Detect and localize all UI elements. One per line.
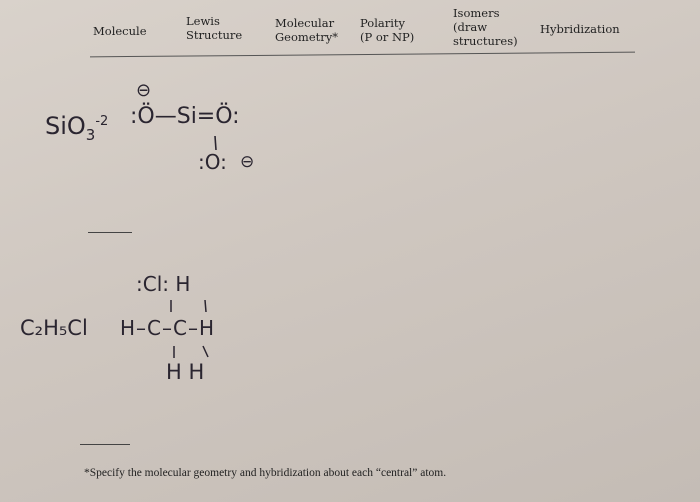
row1-lewis-bottom: :O: [198,150,227,174]
header-polarity-line2: (P or NP) [360,30,415,44]
row1-lewis-main: :Ö—Si=Ö: [130,104,240,129]
si-o-single-bond-vertical [215,136,216,150]
row2-lewis-top: :Cl: H [136,272,191,296]
row1-formula [45,112,108,144]
header-isomers-line3: structures) [453,34,518,48]
footnote: *Specify the molecular geometry and hybridization about each “central” atom. [84,467,447,479]
row1-formula-subscript: 3 [85,125,96,144]
header-isomers-line2: (draw [453,20,488,34]
row2-lewis-bottom: H H [166,360,205,384]
header-geometry-line1: Molecular [275,16,335,30]
row2-formula: C₂H₅Cl [20,316,88,340]
c-h-bond-bottom-right [203,346,208,357]
row1-lewis-top-charge: ⊖ [136,80,152,101]
row1-formula-base: SiO [45,112,86,140]
header-molecule: Molecule [93,24,147,38]
header-isomers-line1: Isomers [453,6,500,20]
row2-lewis-main: H–C–C–H [120,316,216,340]
row1-formula-charge: -2 [95,114,109,129]
header-polarity-line1: Polarity [360,16,406,30]
row2-separator [80,444,130,445]
h-c-bond-top [205,300,206,312]
header-geometry-line2: Geometry* [275,30,338,44]
header-lewis-line1: Lewis [186,14,220,28]
header-lewis-line2: Structure [186,28,243,42]
row1-separator [88,232,132,233]
row1-lewis-bottom-charge: ⊖ [240,152,255,172]
header-hybridization: Hybridization [540,22,620,36]
